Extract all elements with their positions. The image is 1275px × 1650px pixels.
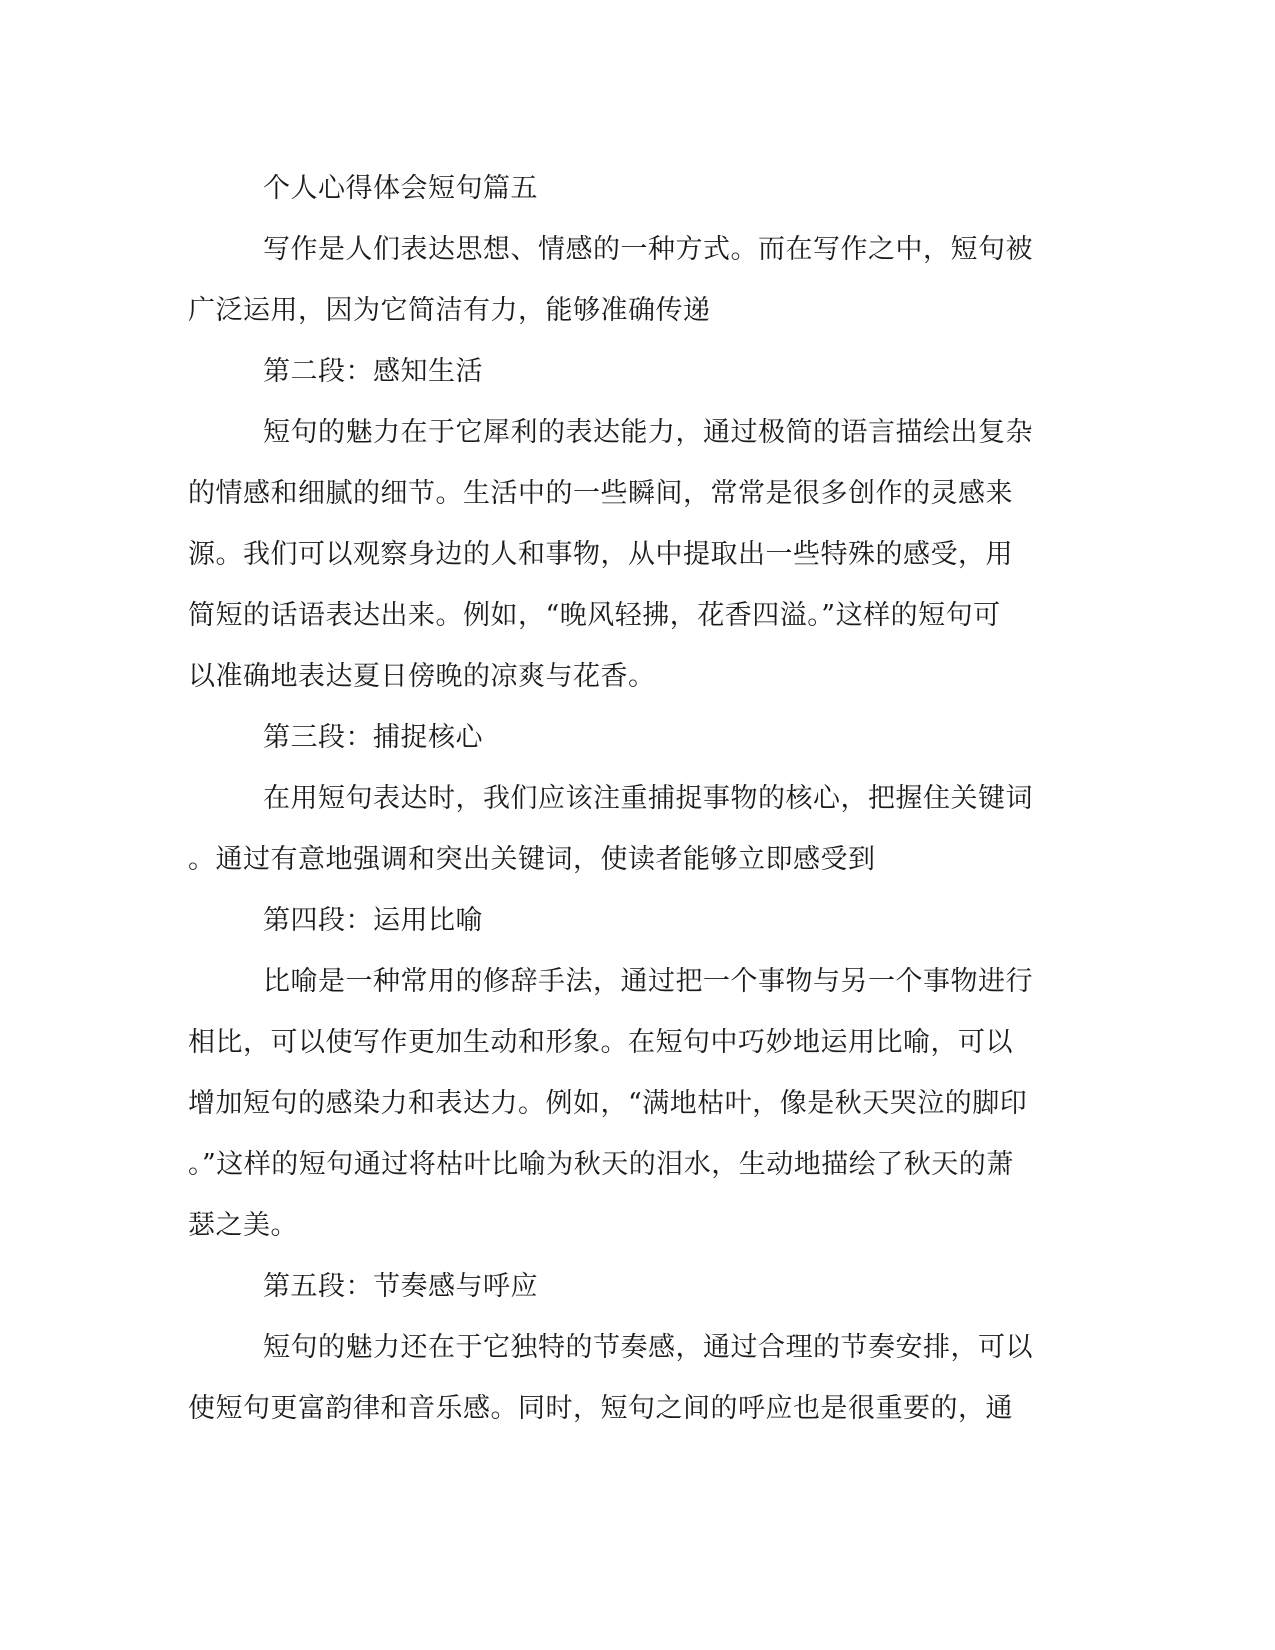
- paragraph-line: 简短的话语表达出来。例如，“晚风轻拂，花香四溢。”这样的短句可: [188, 600, 1001, 631]
- paragraph-line: 使短句更富韵律和音乐感。同时，短句之间的呼应也是很重要的，通: [188, 1393, 1013, 1424]
- paragraph-line: 。通过有意地强调和突出关键词，使读者能够立即感受到: [188, 844, 876, 875]
- paragraph-line: 比喻是一种常用的修辞手法，通过把一个事物与另一个事物进行: [263, 966, 1033, 997]
- paragraph-line: 写作是人们表达思想、情感的一种方式。而在写作之中，短句被: [263, 234, 1033, 265]
- section-heading: 第三段：捕捉核心: [263, 722, 483, 753]
- document-title: 个人心得体会短句篇五: [263, 173, 538, 204]
- section-heading: 第五段：节奏感与呼应: [263, 1271, 538, 1302]
- paragraph-line: 的情感和细腻的细节。生活中的一些瞬间，常常是很多创作的灵感来: [188, 478, 1013, 509]
- section-heading: 第二段：感知生活: [263, 356, 483, 387]
- paragraph-line: 增加短句的感染力和表达力。例如，“满地枯叶，像是秋天哭泣的脚印: [188, 1088, 1028, 1119]
- paragraph-line: 以准确地表达夏日傍晚的凉爽与花香。: [188, 661, 656, 692]
- paragraph-line: 广泛运用，因为它简洁有力，能够准确传递: [188, 295, 711, 326]
- paragraph-line: 。”这样的短句通过将枯叶比喻为秋天的泪水，生动地描绘了秋天的萧: [188, 1149, 1014, 1180]
- section-heading: 第四段：运用比喻: [263, 905, 483, 936]
- document-body: [188, 158, 1068, 1439]
- paragraph-line: 在用短句表达时，我们应该注重捕捉事物的核心，把握住关键词: [263, 783, 1033, 814]
- paragraph-line: 相比，可以使写作更加生动和形象。在短句中巧妙地运用比喻，可以: [188, 1027, 1013, 1058]
- paragraph-line: 短句的魅力还在于它独特的节奏感，通过合理的节奏安排，可以: [263, 1332, 1033, 1363]
- paragraph-line: 源。我们可以观察身边的人和事物，从中提取出一些特殊的感受，用: [188, 539, 1013, 570]
- paragraph-line: 瑟之美。: [188, 1210, 298, 1241]
- paragraph-line: 短句的魅力在于它犀利的表达能力，通过极简的语言描绘出复杂: [263, 417, 1033, 448]
